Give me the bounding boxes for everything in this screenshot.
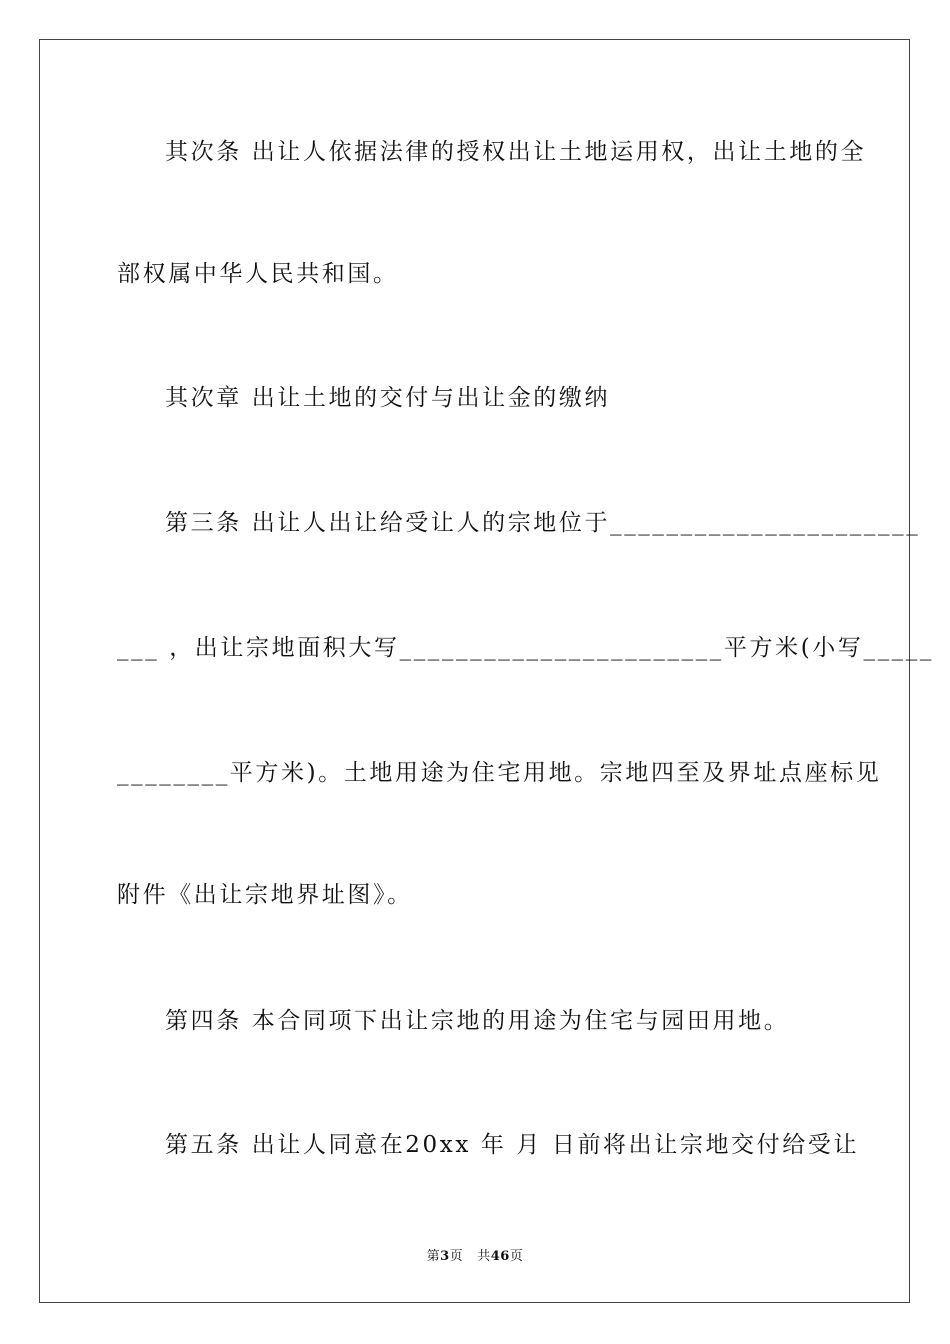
article-4-line-1: 第四条 本合同项下出让宗地的用途为住宅与园田用地。 (165, 1008, 790, 1034)
page-border (39, 39, 934, 1303)
page-footer (0, 1248, 950, 1266)
article-5-line-1: 第五条 出让人同意在20xx 年 月 日前将出让宗地交付给受让 (165, 1132, 860, 1158)
article-3-line-1: 第三条 出让人出让给受让人的宗地位于______________________ (165, 510, 921, 536)
footer-page-current: 3 (440, 1249, 450, 1264)
footer-page-prefix: 第 (426, 1249, 441, 1264)
footer-total-suffix: 页 (509, 1249, 524, 1264)
footer-page-total: 46 (490, 1249, 510, 1264)
footer-total-prefix: 共 (477, 1249, 491, 1264)
footer-page-suffix: 页 (449, 1249, 464, 1264)
article-2-line-1: 其次条 出让人依据法律的授权出让土地运用权，出让土地的全 (165, 139, 867, 165)
chapter-2-heading: 其次章 出让土地的交付与出让金的缴纳 (165, 385, 611, 411)
article-2-line-2: 部权属中华人民共和国。 (117, 261, 399, 287)
article-3-line-4: 附件《出让宗地界址图》。 (117, 882, 413, 908)
article-3-line-2: ___ ，出让宗地面积大写_______________________平方米(小写_____ (117, 635, 934, 661)
article-3-line-3: ________平方米)。土地用途为住宅用地。宗地四至及界址点座标见 (117, 760, 882, 786)
